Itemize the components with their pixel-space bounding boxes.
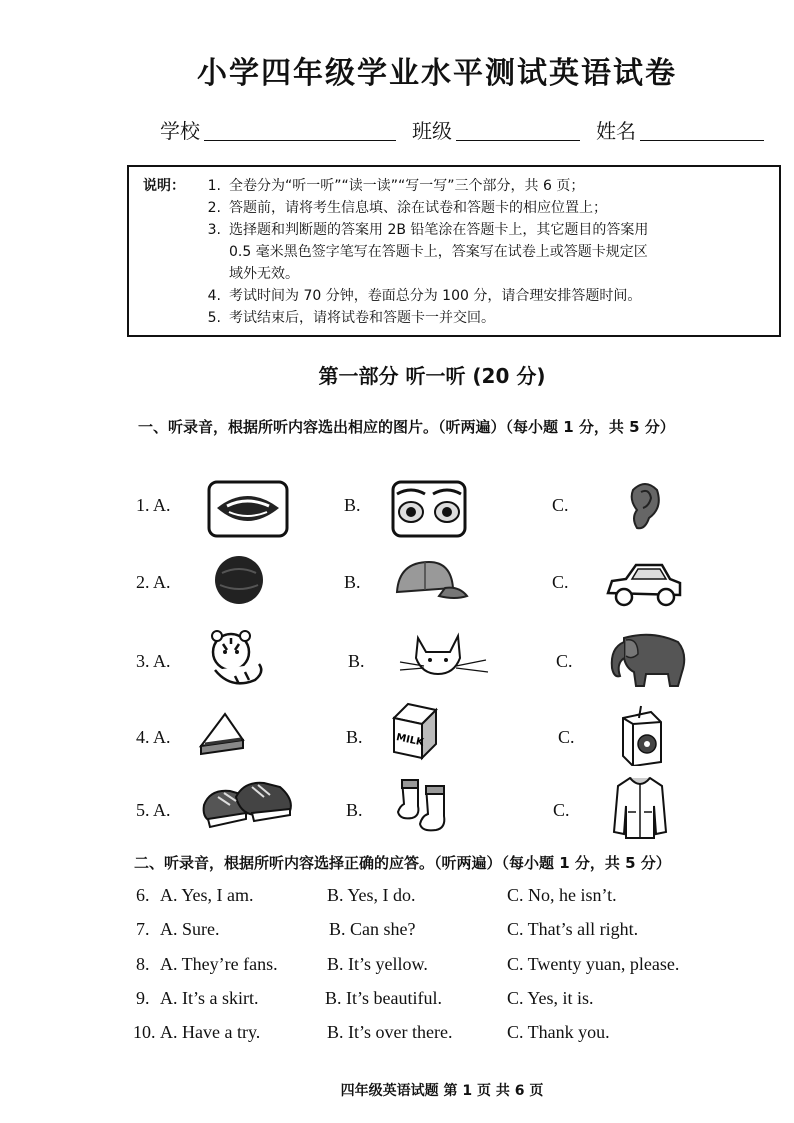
option-c-label: C.	[558, 727, 575, 747]
school-blank[interactable]	[204, 140, 396, 141]
answer-option-c[interactable]: C. That’s all right.	[507, 919, 639, 939]
answer-option-a[interactable]: A. Sure.	[160, 919, 220, 939]
answer-option-a[interactable]: A. Yes, I am.	[160, 885, 254, 905]
eyes-picture[interactable]	[391, 480, 467, 538]
class-blank[interactable]	[456, 140, 580, 141]
instruction-item: 1. 全卷分为“听一听”“读一读”“写一写”三个部分，共 6 页；	[207, 178, 585, 194]
option-b-label: B.	[346, 800, 363, 820]
answer-option-c[interactable]: C. No, he isn’t.	[507, 885, 617, 905]
option-c-label: C.	[556, 651, 573, 671]
instruction-item: 3. 选择题和判断题的答案用 2B 铅笔涂在答题卡上，其它题目的答案用	[207, 222, 649, 238]
answer-option-b[interactable]: B. Can she?	[329, 919, 416, 939]
car-picture[interactable]	[604, 555, 684, 613]
name-label: 姓名	[596, 119, 636, 143]
tiger-picture[interactable]	[205, 628, 269, 690]
answer-option-b[interactable]: B. Yes, I do.	[327, 885, 416, 905]
answer-option-c[interactable]: C. Thank you.	[507, 1022, 610, 1042]
answer-option-b[interactable]: B. It’s over there.	[327, 1022, 453, 1042]
answer-option-a[interactable]: A. Have a try.	[160, 1022, 261, 1042]
instructions-label: 说明：	[143, 178, 185, 194]
question-1-label: 1. A.	[136, 495, 171, 515]
question-10-number: 10.	[133, 1022, 156, 1042]
question-2-label: 2. A.	[136, 572, 171, 592]
section-one-heading: 一、听录音，根据所听内容选出相应的图片。（听两遍）（每小题 1 分，共 5 分）	[138, 418, 675, 436]
instructions-box	[127, 165, 781, 337]
answer-option-a[interactable]: A. It’s a skirt.	[160, 988, 259, 1008]
instruction-item: 5. 考试结束后，请将试卷和答题卡一并交回。	[207, 310, 495, 326]
question-9-number: 9.	[136, 988, 150, 1008]
question-5-label: 5. A.	[136, 800, 171, 820]
option-b-label: B.	[344, 495, 361, 515]
page-footer: 四年级英语试题 第 1 页 共 6 页	[340, 1083, 544, 1099]
sandwich-picture[interactable]	[197, 710, 247, 756]
name-blank[interactable]	[640, 140, 764, 141]
school-label: 学校	[160, 119, 200, 143]
option-b-label: B.	[348, 651, 365, 671]
answer-option-a[interactable]: A. They’re fans.	[160, 954, 278, 974]
instruction-item-continued: 0.5 毫米黑色签字笔写在答题卡上，答案写在试卷上或答题卡规定区	[229, 244, 648, 260]
question-8-number: 8.	[136, 954, 150, 974]
answer-option-b[interactable]: B. It’s yellow.	[327, 954, 428, 974]
class-label: 班级	[412, 119, 452, 143]
instruction-item: 4. 考试时间为 70 分钟，卷面总分为 100 分，请合理安排答题时间。	[207, 288, 642, 304]
instruction-item-continued: 域外无效。	[229, 266, 299, 282]
part-one-title: 第一部分 听一听 (20 分)	[318, 364, 546, 388]
option-c-label: C.	[552, 495, 569, 515]
question-3-label: 3. A.	[136, 651, 171, 671]
question-6-number: 6.	[136, 885, 150, 905]
answer-option-c[interactable]: C. Twenty yuan, please.	[507, 954, 680, 974]
option-c-label: C.	[552, 572, 569, 592]
exam-title: 小学四年级学业水平测试英语试卷	[197, 56, 677, 91]
ear-picture[interactable]	[625, 478, 665, 534]
elephant-picture[interactable]	[606, 628, 690, 690]
shoes-picture[interactable]	[200, 775, 296, 833]
option-b-label: B.	[344, 572, 361, 592]
socks-picture[interactable]	[396, 772, 458, 834]
ball-picture[interactable]	[212, 553, 266, 607]
question-4-label: 4. A.	[136, 727, 171, 747]
answer-option-b[interactable]: B. It’s beautiful.	[325, 988, 442, 1008]
mouth-picture[interactable]	[207, 480, 289, 538]
option-c-label: C.	[553, 800, 570, 820]
instruction-item: 2. 答题前，请将考生信息填、涂在试卷和答题卡的相应位置上；	[207, 200, 607, 216]
section-two-heading: 二、听录音，根据所听内容选择正确的应答。（听两遍）（每小题 1 分，共 5 分）	[134, 854, 671, 872]
option-b-label: B.	[346, 727, 363, 747]
milk-carton-picture[interactable]	[386, 700, 442, 762]
cap-picture[interactable]	[389, 556, 469, 604]
answer-option-c[interactable]: C. Yes, it is.	[507, 988, 594, 1008]
juice-box-picture[interactable]	[617, 704, 665, 766]
svg-text:MILK: MILK	[395, 732, 425, 749]
jacket-picture[interactable]	[612, 772, 668, 840]
question-7-number: 7.	[136, 919, 150, 939]
cat-picture[interactable]	[398, 628, 490, 686]
